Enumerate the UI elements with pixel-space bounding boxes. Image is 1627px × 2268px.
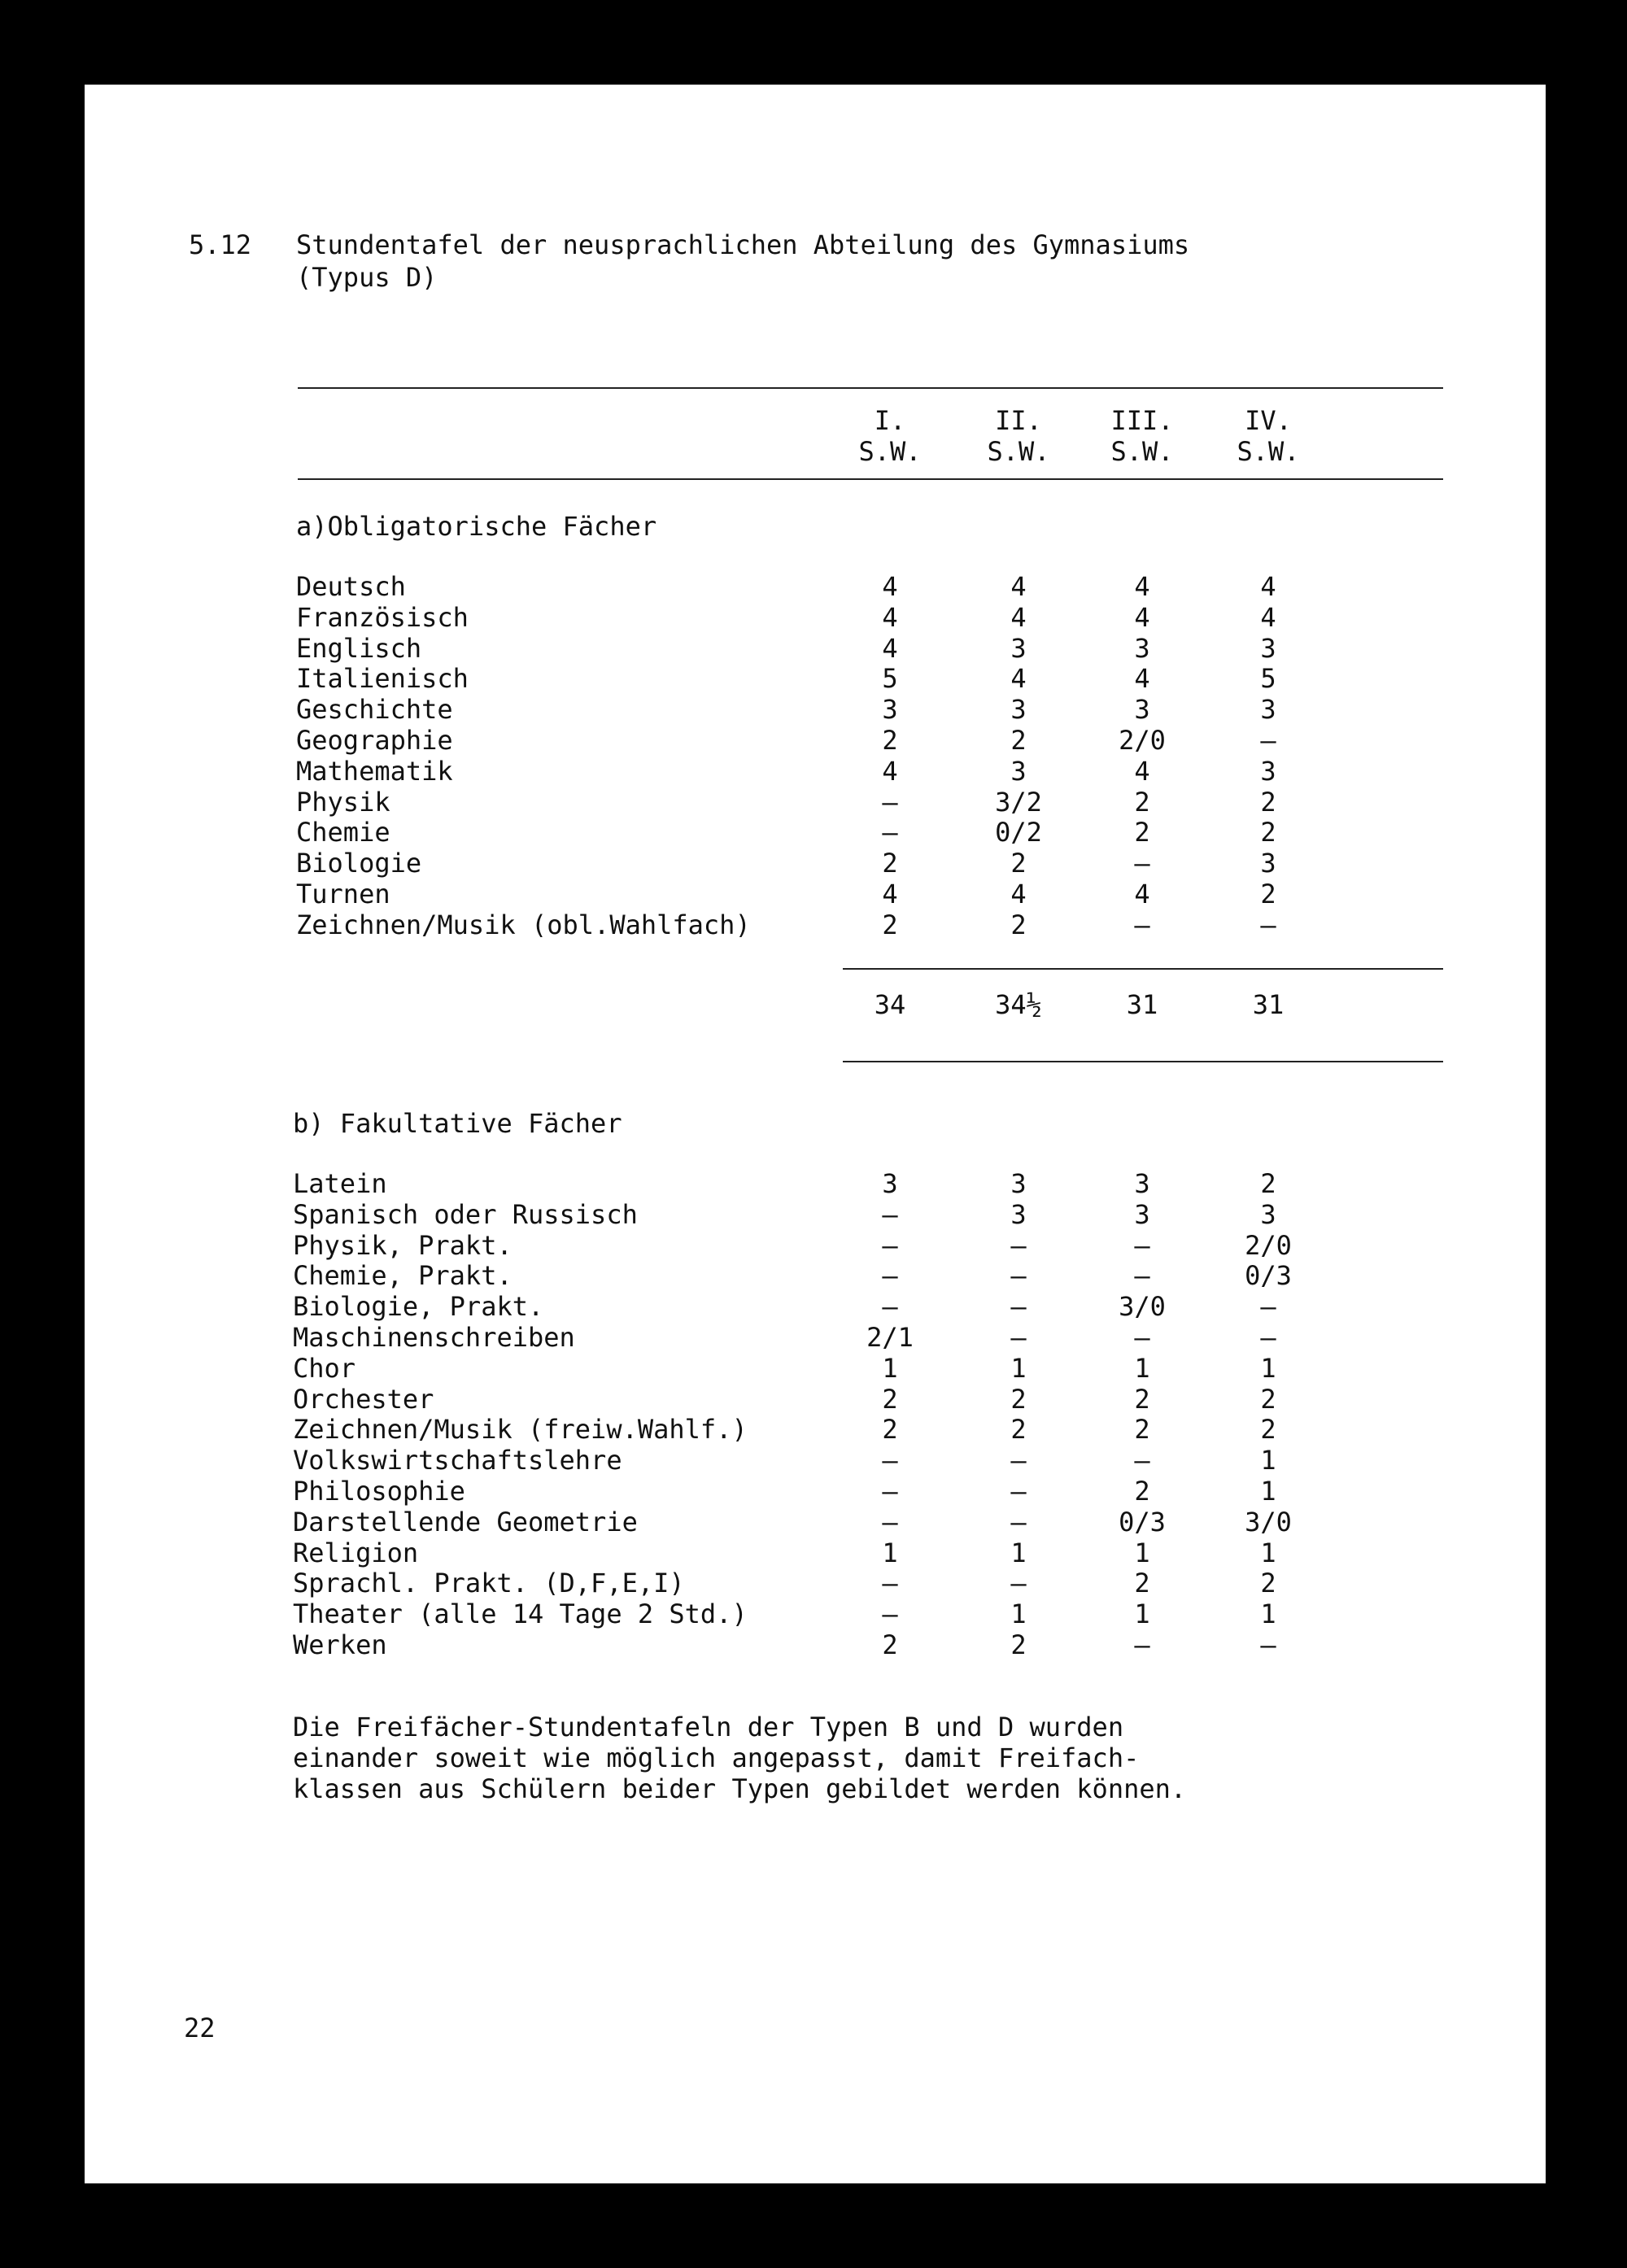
table-row bbox=[85, 1230, 1546, 1261]
subject-label: Biologie, Prakt. bbox=[293, 1291, 544, 1323]
table-row bbox=[85, 879, 1546, 909]
hours-cell: 2 bbox=[1010, 1629, 1027, 1660]
table-row bbox=[85, 1599, 1546, 1629]
hours-cell: 4 bbox=[882, 601, 898, 633]
hours-cell: – bbox=[882, 1568, 898, 1599]
hours-cell: – bbox=[882, 1198, 898, 1230]
table-row bbox=[85, 1476, 1546, 1507]
subject-label: Englisch bbox=[296, 632, 422, 664]
subject-label: Religion bbox=[293, 1537, 419, 1568]
hours-cell: 2 bbox=[1260, 1568, 1276, 1599]
table-row bbox=[85, 602, 1546, 633]
header-bottom-rule bbox=[298, 478, 1443, 480]
hours-cell: – bbox=[1134, 848, 1150, 879]
page-number: 22 bbox=[184, 2013, 216, 2043]
table-row bbox=[85, 1507, 1546, 1537]
hours-cell: – bbox=[882, 1229, 898, 1261]
table-row bbox=[85, 1291, 1546, 1322]
hours-cell: – bbox=[1260, 725, 1276, 756]
note-line-1: Die Freifächer-Stundentafeln der Typen B und D wurden bbox=[293, 1712, 1124, 1742]
hours-cell: 2 bbox=[1134, 1383, 1150, 1415]
hours-cell: 3 bbox=[1134, 1198, 1150, 1230]
hours-cell: 3 bbox=[1134, 1168, 1150, 1199]
table-row bbox=[85, 694, 1546, 725]
hours-cell: – bbox=[1260, 909, 1276, 940]
title-line-1: Stundentafel der neusprachlichen Abteilung des Gymnasiums bbox=[296, 229, 1190, 260]
column-header-row-1 bbox=[85, 405, 1546, 436]
subject-label: Werken bbox=[293, 1629, 387, 1660]
hours-cell: 2 bbox=[882, 1414, 898, 1446]
hours-cell: 2 bbox=[1134, 1476, 1150, 1507]
hours-cell: 3 bbox=[1010, 1198, 1027, 1230]
hours-cell: – bbox=[882, 1599, 898, 1630]
hours-cell: 2 bbox=[882, 1383, 898, 1415]
hours-cell: – bbox=[1134, 1260, 1150, 1292]
table-row bbox=[85, 725, 1546, 756]
table-row bbox=[85, 1353, 1546, 1384]
hours-cell: – bbox=[882, 1291, 898, 1323]
hours-cell: 1 bbox=[882, 1352, 898, 1384]
hours-cell: 2 bbox=[1134, 1568, 1150, 1599]
hours-cell: 1 bbox=[1134, 1599, 1150, 1630]
subject-label: Turnen bbox=[296, 879, 390, 909]
hours-cell: – bbox=[1134, 1322, 1150, 1353]
hours-cell: 3/2 bbox=[995, 786, 1042, 818]
column-header: I. bbox=[874, 405, 906, 436]
hours-cell: 4 bbox=[1134, 601, 1150, 633]
hours-cell: 2/0 bbox=[1119, 725, 1166, 756]
hours-cell: 2/1 bbox=[866, 1322, 914, 1353]
table-row bbox=[85, 1384, 1546, 1415]
subject-label: Geographie bbox=[296, 725, 453, 756]
hours-cell: – bbox=[882, 1506, 898, 1537]
subject-label: Physik, Prakt. bbox=[293, 1229, 513, 1261]
sum-bottom-rule bbox=[843, 1061, 1443, 1062]
hours-cell: 1 bbox=[1260, 1476, 1276, 1507]
hours-cell: 0/2 bbox=[995, 817, 1042, 848]
subject-label: Chemie, Prakt. bbox=[293, 1260, 513, 1292]
hours-cell: 2 bbox=[882, 725, 898, 756]
table-row bbox=[85, 1537, 1546, 1568]
total-value: 34½ bbox=[995, 989, 1042, 1020]
hours-cell: – bbox=[882, 786, 898, 818]
subject-label: Biologie bbox=[296, 848, 422, 879]
hours-cell: 3 bbox=[1134, 632, 1150, 664]
document-page bbox=[85, 85, 1546, 2183]
subject-label: Chor bbox=[293, 1352, 356, 1384]
hours-cell: 2 bbox=[1010, 848, 1027, 879]
hours-cell: 4 bbox=[1010, 601, 1027, 633]
hours-cell: 2 bbox=[1134, 817, 1150, 848]
table-row bbox=[85, 571, 1546, 602]
hours-cell: 3 bbox=[1260, 1198, 1276, 1230]
subject-label: Darstellende Geometrie bbox=[293, 1506, 638, 1537]
hours-cell: – bbox=[1010, 1322, 1027, 1353]
hours-cell: 3 bbox=[1010, 632, 1027, 664]
hours-cell: 2 bbox=[1010, 1383, 1027, 1415]
hours-cell: 4 bbox=[882, 632, 898, 664]
hours-cell: 2 bbox=[1260, 1383, 1276, 1415]
hours-cell: 4 bbox=[1134, 755, 1150, 787]
table-row bbox=[85, 1445, 1546, 1476]
hours-cell: 3 bbox=[1134, 694, 1150, 726]
hours-cell: 1 bbox=[1134, 1352, 1150, 1384]
hours-cell: 2 bbox=[1134, 1414, 1150, 1446]
table-row bbox=[85, 663, 1546, 694]
subject-label: Philosophie bbox=[293, 1476, 465, 1507]
sum-top-rule bbox=[843, 968, 1443, 970]
hours-cell: 1 bbox=[1260, 1599, 1276, 1630]
totals-row bbox=[85, 989, 1546, 1020]
hours-cell: 1 bbox=[882, 1537, 898, 1568]
hours-cell: – bbox=[1134, 1229, 1150, 1261]
subject-label: Spanisch oder Russisch bbox=[293, 1198, 638, 1230]
table-row bbox=[85, 633, 1546, 664]
column-subheader: S.W. bbox=[1237, 436, 1300, 467]
hours-cell: 2 bbox=[1134, 786, 1150, 818]
column-header: III. bbox=[1110, 405, 1174, 436]
hours-cell: 1 bbox=[1010, 1599, 1027, 1630]
hours-cell: 2 bbox=[1010, 1414, 1027, 1446]
table-row bbox=[85, 756, 1546, 787]
hours-cell: – bbox=[1010, 1506, 1027, 1537]
hours-cell: 3 bbox=[882, 694, 898, 726]
hours-cell: 2 bbox=[882, 848, 898, 879]
title-line-2: (Typus D) bbox=[296, 262, 438, 293]
total-value: 31 bbox=[1252, 989, 1285, 1020]
hours-cell: 2 bbox=[1260, 1168, 1276, 1199]
table-row bbox=[85, 1414, 1546, 1445]
table-row bbox=[85, 1199, 1546, 1230]
hours-cell: – bbox=[1260, 1291, 1276, 1323]
hours-cell: – bbox=[1134, 909, 1150, 940]
hours-cell: 2 bbox=[882, 1629, 898, 1660]
hours-cell: – bbox=[882, 1445, 898, 1476]
hours-cell: 2/0 bbox=[1245, 1229, 1292, 1261]
hours-cell: 3 bbox=[1260, 848, 1276, 879]
table-row bbox=[85, 1168, 1546, 1199]
hours-cell: 3 bbox=[1010, 755, 1027, 787]
hours-cell: – bbox=[1010, 1476, 1027, 1507]
subject-label: Theater (alle 14 Tage 2 Std.) bbox=[293, 1599, 748, 1630]
column-header-row-2 bbox=[85, 436, 1546, 467]
hours-cell: 1 bbox=[1134, 1537, 1150, 1568]
hours-cell: 3 bbox=[1010, 1168, 1027, 1199]
table-row bbox=[85, 1629, 1546, 1660]
subject-label: Sprachl. Prakt. (D,F,E,I) bbox=[293, 1568, 685, 1599]
hours-cell: – bbox=[1134, 1445, 1150, 1476]
note-line-2: einander soweit wie möglich angepasst, damit Freifach- bbox=[293, 1742, 1140, 1773]
hours-cell: 3/0 bbox=[1245, 1506, 1292, 1537]
column-subheader: S.W. bbox=[1110, 436, 1174, 467]
hours-cell: 4 bbox=[882, 755, 898, 787]
hours-cell: 2 bbox=[1260, 817, 1276, 848]
hours-cell: 4 bbox=[1010, 663, 1027, 695]
hours-cell: 3 bbox=[1010, 694, 1027, 726]
table-row bbox=[85, 817, 1546, 848]
hours-cell: 3 bbox=[1260, 694, 1276, 726]
hours-cell: 4 bbox=[882, 879, 898, 909]
subject-label: Chemie bbox=[296, 817, 390, 848]
hours-cell: 2 bbox=[1010, 725, 1027, 756]
table-row bbox=[85, 787, 1546, 818]
hours-cell: 3/0 bbox=[1119, 1291, 1166, 1323]
subject-label: Zeichnen/Musik (obl.Wahlfach) bbox=[296, 909, 751, 940]
subject-label: Latein bbox=[293, 1168, 387, 1199]
section-number: 5.12 bbox=[189, 229, 252, 260]
hours-cell: – bbox=[1134, 1629, 1150, 1660]
hours-cell: 2 bbox=[1010, 909, 1027, 940]
total-value: 34 bbox=[874, 989, 906, 1020]
subject-label: Geschichte bbox=[296, 694, 453, 726]
table-row bbox=[85, 1260, 1546, 1291]
hours-cell: – bbox=[1010, 1568, 1027, 1599]
hours-cell: 4 bbox=[1134, 663, 1150, 695]
column-subheader: S.W. bbox=[987, 436, 1050, 467]
hours-cell: – bbox=[1010, 1445, 1027, 1476]
hours-cell: 5 bbox=[882, 663, 898, 695]
subject-label: Deutsch bbox=[296, 571, 406, 602]
hours-cell: 4 bbox=[1010, 879, 1027, 909]
column-header: IV. bbox=[1245, 405, 1292, 436]
hours-cell: 1 bbox=[1260, 1445, 1276, 1476]
subject-label: Zeichnen/Musik (freiw.Wahlf.) bbox=[293, 1414, 748, 1446]
subject-label: Französisch bbox=[296, 601, 469, 633]
hours-cell: 2 bbox=[882, 909, 898, 940]
table-top-rule bbox=[298, 387, 1443, 389]
hours-cell: 0/3 bbox=[1245, 1260, 1292, 1292]
table-row bbox=[85, 848, 1546, 879]
hours-cell: – bbox=[1010, 1260, 1027, 1292]
hours-cell: 1 bbox=[1010, 1537, 1027, 1568]
subject-label: Mathematik bbox=[296, 755, 453, 787]
subject-label: Volkswirtschaftslehre bbox=[293, 1445, 622, 1476]
hours-cell: – bbox=[882, 1260, 898, 1292]
hours-cell: – bbox=[1010, 1229, 1027, 1261]
hours-cell: 2 bbox=[1260, 786, 1276, 818]
column-subheader: S.W. bbox=[858, 436, 922, 467]
subject-label: Orchester bbox=[293, 1383, 434, 1415]
hours-cell: 1 bbox=[1010, 1352, 1027, 1384]
section-b-heading: b) Fakultative Fächer bbox=[293, 1108, 622, 1139]
table-row bbox=[85, 1322, 1546, 1353]
section-a-heading: a)Obligatorische Fächer bbox=[296, 511, 657, 542]
hours-cell: – bbox=[1010, 1291, 1027, 1323]
hours-cell: 1 bbox=[1260, 1537, 1276, 1568]
hours-cell: – bbox=[1260, 1322, 1276, 1353]
hours-cell: – bbox=[882, 1476, 898, 1507]
hours-cell: 4 bbox=[1260, 571, 1276, 602]
hours-cell: – bbox=[1260, 1629, 1276, 1660]
hours-cell: – bbox=[882, 817, 898, 848]
table-row bbox=[85, 909, 1546, 940]
hours-cell: 4 bbox=[882, 571, 898, 602]
column-header: II. bbox=[995, 405, 1042, 436]
subject-label: Italienisch bbox=[296, 663, 469, 695]
table-row bbox=[85, 1568, 1546, 1599]
hours-cell: 4 bbox=[1134, 571, 1150, 602]
hours-cell: 0/3 bbox=[1119, 1506, 1166, 1537]
hours-cell: 3 bbox=[882, 1168, 898, 1199]
hours-cell: 2 bbox=[1260, 879, 1276, 909]
hours-cell: 2 bbox=[1260, 1414, 1276, 1446]
note-line-3: klassen aus Schülern beider Typen gebildet werden können. bbox=[293, 1773, 1187, 1804]
hours-cell: 4 bbox=[1010, 571, 1027, 602]
subject-label: Physik bbox=[296, 786, 390, 818]
hours-cell: 1 bbox=[1260, 1352, 1276, 1384]
subject-label: Maschinenschreiben bbox=[293, 1322, 575, 1353]
hours-cell: 3 bbox=[1260, 632, 1276, 664]
hours-cell: 5 bbox=[1260, 663, 1276, 695]
total-value: 31 bbox=[1126, 989, 1158, 1020]
hours-cell: 3 bbox=[1260, 755, 1276, 787]
hours-cell: 4 bbox=[1134, 879, 1150, 909]
hours-cell: 4 bbox=[1260, 601, 1276, 633]
